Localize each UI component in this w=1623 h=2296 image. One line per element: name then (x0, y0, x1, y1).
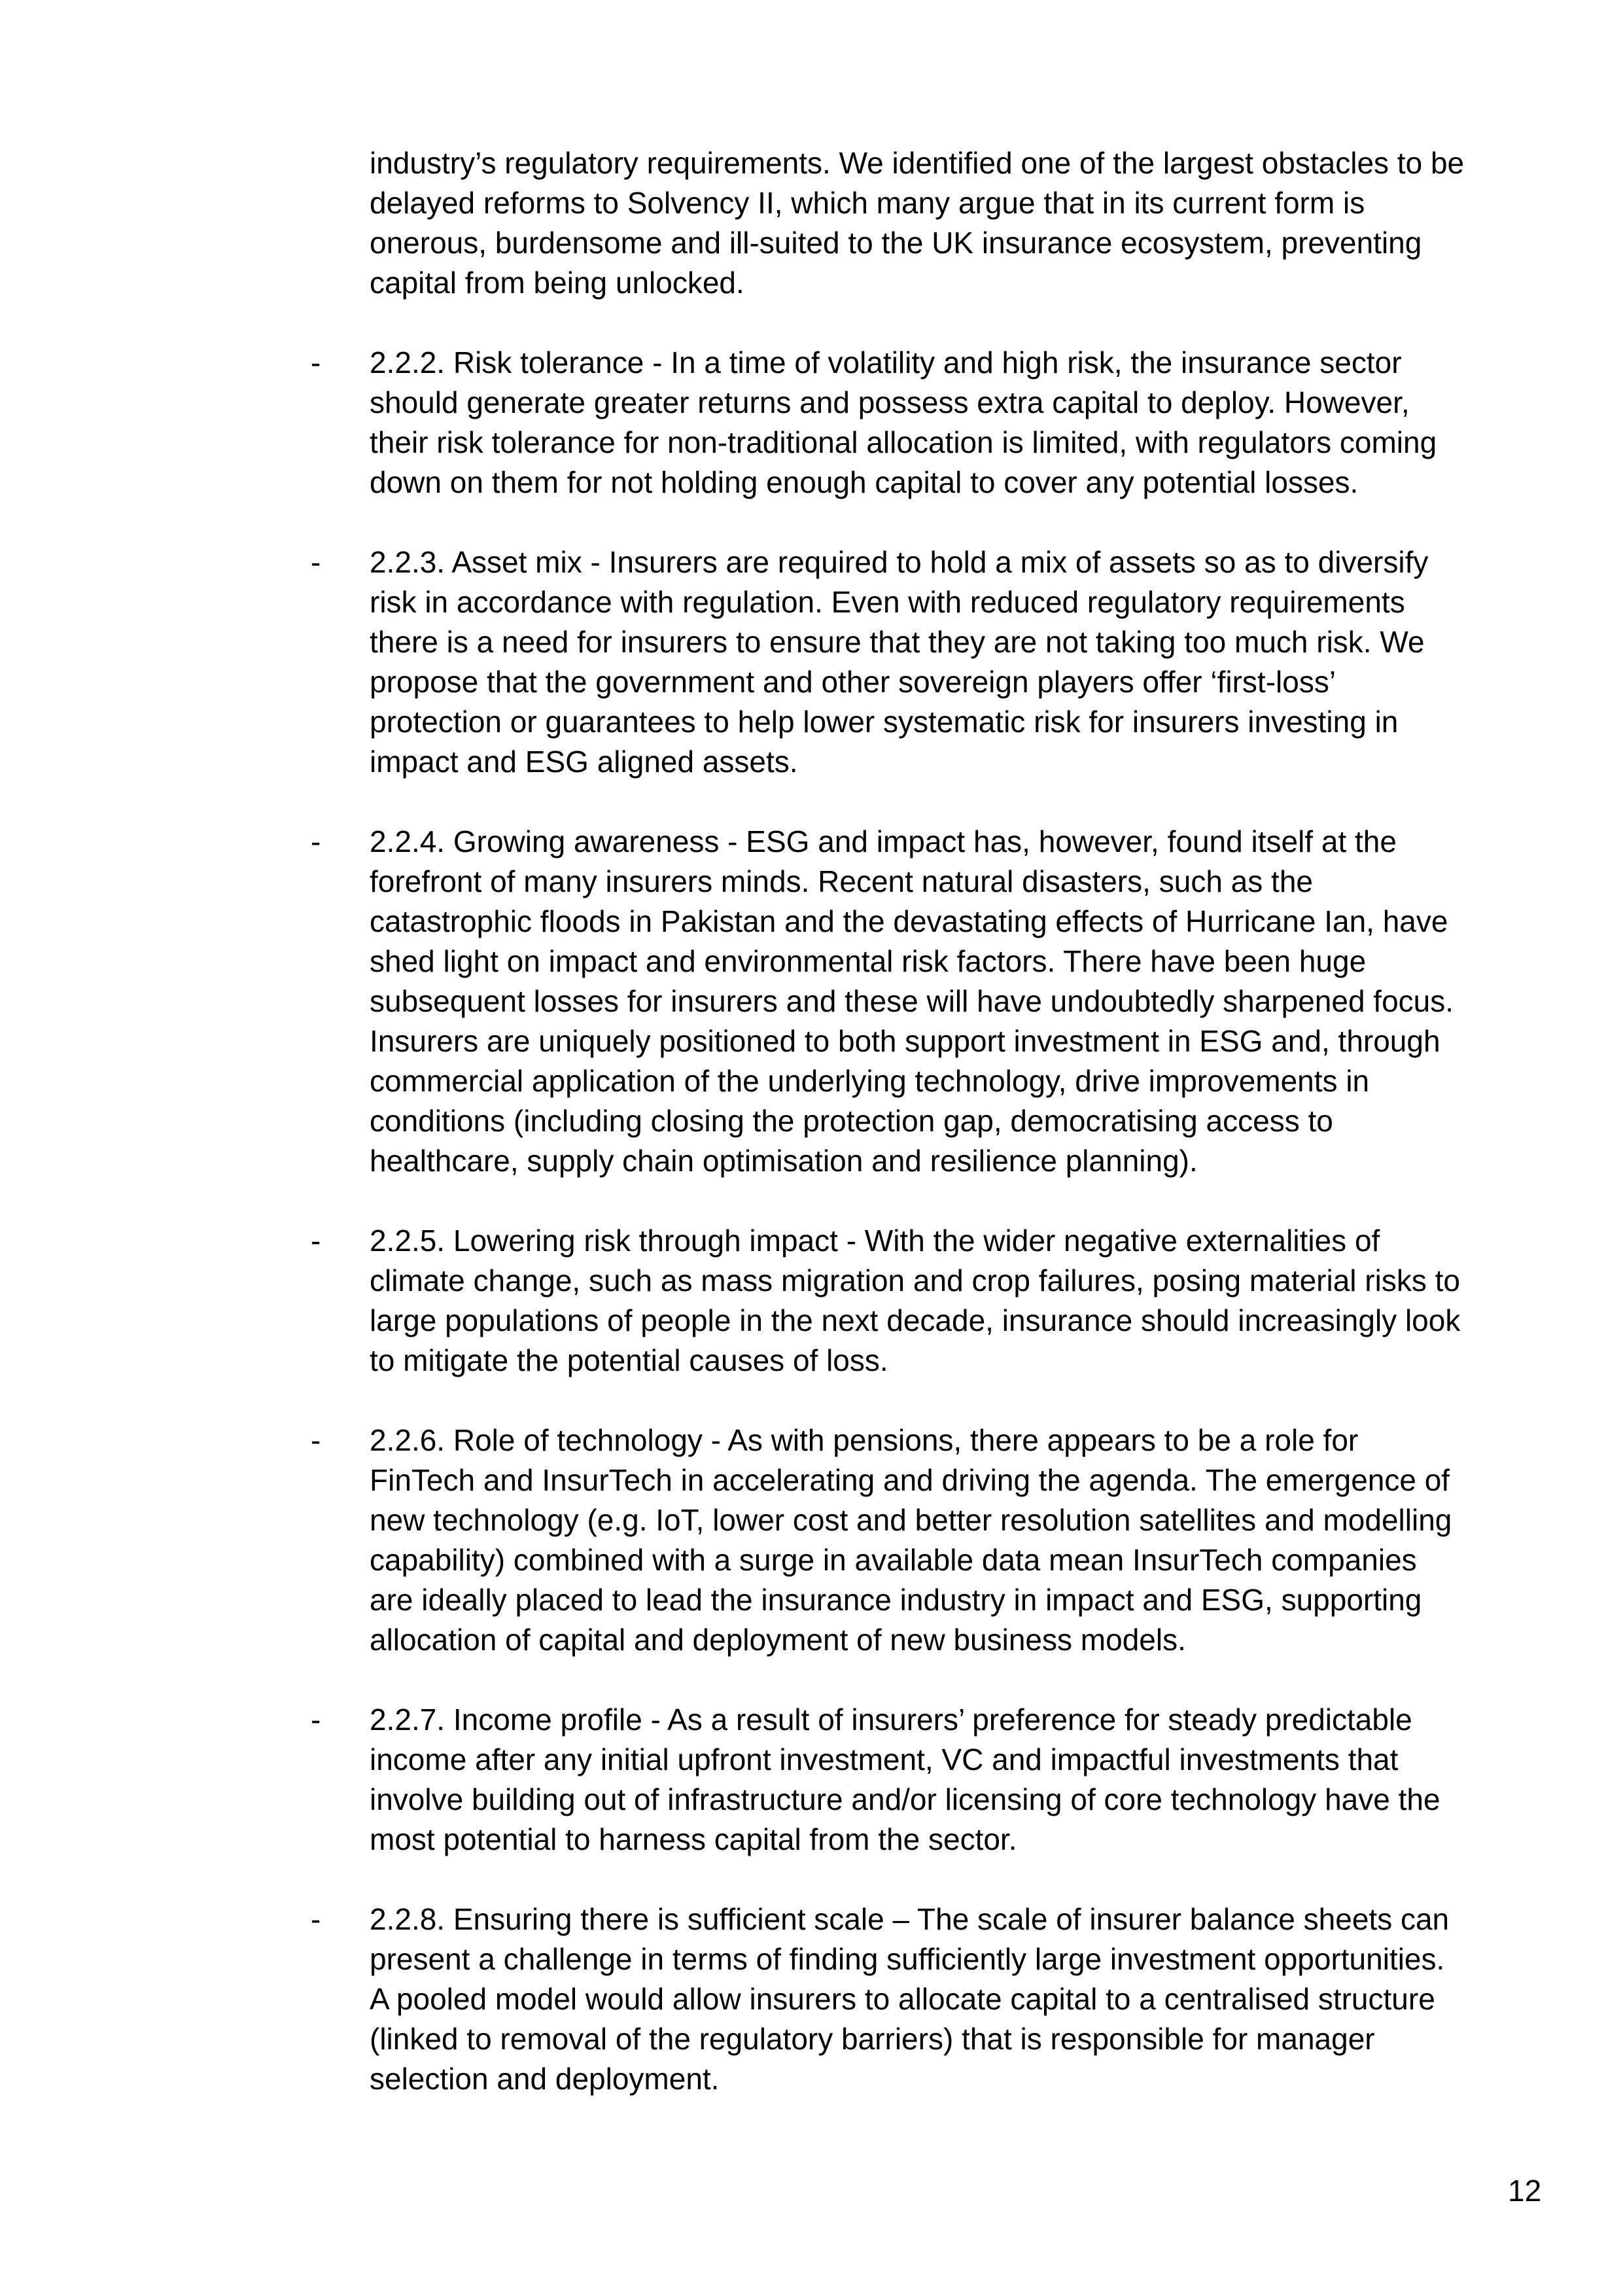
text-line: 2.2.7. Income profile - As a result of insurers’ preference for steady predictable (370, 1703, 1412, 1737)
dash-bullet: - (311, 1423, 321, 1457)
text-line: (linked to removal of the regulatory barriers) that is responsible for manager (370, 2022, 1375, 2056)
text-line: present a challenge in terms of finding sufficiently large investment opportunities. (370, 1942, 1445, 1976)
text-line: to mitigate the potential causes of loss. (370, 1343, 888, 1377)
text-line: conditions (including closing the protection gap, democratising access to (370, 1104, 1333, 1138)
text-line: large populations of people in the next decade, insurance should increasingly look (370, 1303, 1461, 1337)
text-line: 2.2.3. Asset mix - Insurers are required to hold a mix of assets so as to diversify (370, 545, 1429, 579)
dash-bullet: - (311, 545, 321, 579)
list-item-income-profile (311, 1700, 1488, 1860)
text-line: 2.2.8. Ensuring there is sufficient scale – The scale of insurer balance sheets can (370, 1902, 1450, 1936)
text-line: onerous, burdensome and ill-suited to the UK insurance ecosystem, preventing (370, 226, 1422, 260)
intro-paragraph (311, 143, 1488, 303)
text-line: capital from being unlocked. (370, 266, 744, 300)
text-line: commercial application of the underlying technology, drive improvements in (370, 1064, 1370, 1098)
text-line: 2.2.4. Growing awareness - ESG and impact has, however, found itself at the (370, 824, 1397, 858)
list-item-growing-awareness (311, 822, 1488, 1181)
text-line: forefront of many insurers minds. Recent natural disasters, such as the (370, 864, 1313, 898)
dash-bullet: - (311, 1224, 321, 1258)
text-line: FinTech and InsurTech in accelerating and driving the agenda. The emergence of (370, 1463, 1450, 1497)
text-line: impact and ESG aligned assets. (370, 745, 798, 779)
text-line: delayed reforms to Solvency II, which many argue that in its current form is (370, 186, 1365, 220)
text-line: 2.2.5. Lowering risk through impact - With the wider negative externalities of (370, 1224, 1380, 1258)
text-line: most potential to harness capital from the sector. (370, 1822, 1017, 1856)
text-line: are ideally placed to lead the insurance industry in impact and ESG, supporting (370, 1583, 1422, 1617)
text-line: catastrophic floods in Pakistan and the devastating effects of Hurricane Ian, have (370, 904, 1448, 938)
text-line: 2.2.6. Role of technology - As with pensions, there appears to be a role for (370, 1423, 1359, 1457)
text-line: allocation of capital and deployment of new business models. (370, 1623, 1186, 1657)
dash-bullet: - (311, 345, 321, 380)
text-line: Insurers are uniquely positioned to both support investment in ESG and, through (370, 1024, 1440, 1058)
text-line: involve building out of infrastructure and/or licensing of core technology have the (370, 1782, 1440, 1816)
text-line: risk in accordance with regulation. Even with reduced regulatory requirements (370, 585, 1405, 619)
text-line: shed light on impact and environmental risk factors. There have been huge (370, 944, 1367, 978)
text-line: new technology (e.g. IoT, lower cost and better resolution satellites and modelling (370, 1503, 1452, 1537)
text-line: down on them for not holding enough capital to cover any potential losses. (370, 465, 1359, 499)
text-line: income after any initial upfront investment, VC and impactful investments that (370, 1742, 1399, 1776)
page-content (311, 143, 1488, 2139)
dash-bullet: - (311, 1902, 321, 1936)
list-item-role-of-technology (311, 1421, 1488, 1660)
list-item-lowering-risk (311, 1221, 1488, 1381)
list-item-asset-mix (311, 542, 1488, 782)
text-line: A pooled model would allow insurers to allocate capital to a centralised structure (370, 1982, 1435, 2016)
text-line: 2.2.2. Risk tolerance - In a time of volatility and high risk, the insurance sector (370, 345, 1402, 380)
text-line: protection or guarantees to help lower systematic risk for insurers investing in (370, 705, 1399, 739)
text-line: subsequent losses for insurers and these will have undoubtedly sharpened focus. (370, 984, 1454, 1018)
text-line: climate change, such as mass migration and crop failures, posing material risks to (370, 1263, 1460, 1298)
list-item-risk-tolerance (311, 343, 1488, 503)
text-line: capability) combined with a surge in available data mean InsurTech companies (370, 1543, 1417, 1577)
text-line: industry’s regulatory requirements. We identified one of the largest obstacles to be (370, 146, 1465, 180)
text-line: propose that the government and other sovereign players offer ‘first-loss’ (370, 665, 1336, 699)
text-line: there is a need for insurers to ensure that they are not taking too much risk. We (370, 625, 1425, 659)
page-number: 12 (1508, 2174, 1542, 2208)
text-line: should generate greater returns and possess extra capital to deploy. However, (370, 385, 1410, 419)
dash-bullet: - (311, 824, 321, 858)
list-item-sufficient-scale (311, 1899, 1488, 2099)
text-line: healthcare, supply chain optimisation and resilience planning). (370, 1144, 1198, 1178)
text-line: selection and deployment. (370, 2062, 720, 2096)
text-line: their risk tolerance for non-traditional allocation is limited, with regulators coming (370, 425, 1437, 459)
dash-bullet: - (311, 1703, 321, 1737)
